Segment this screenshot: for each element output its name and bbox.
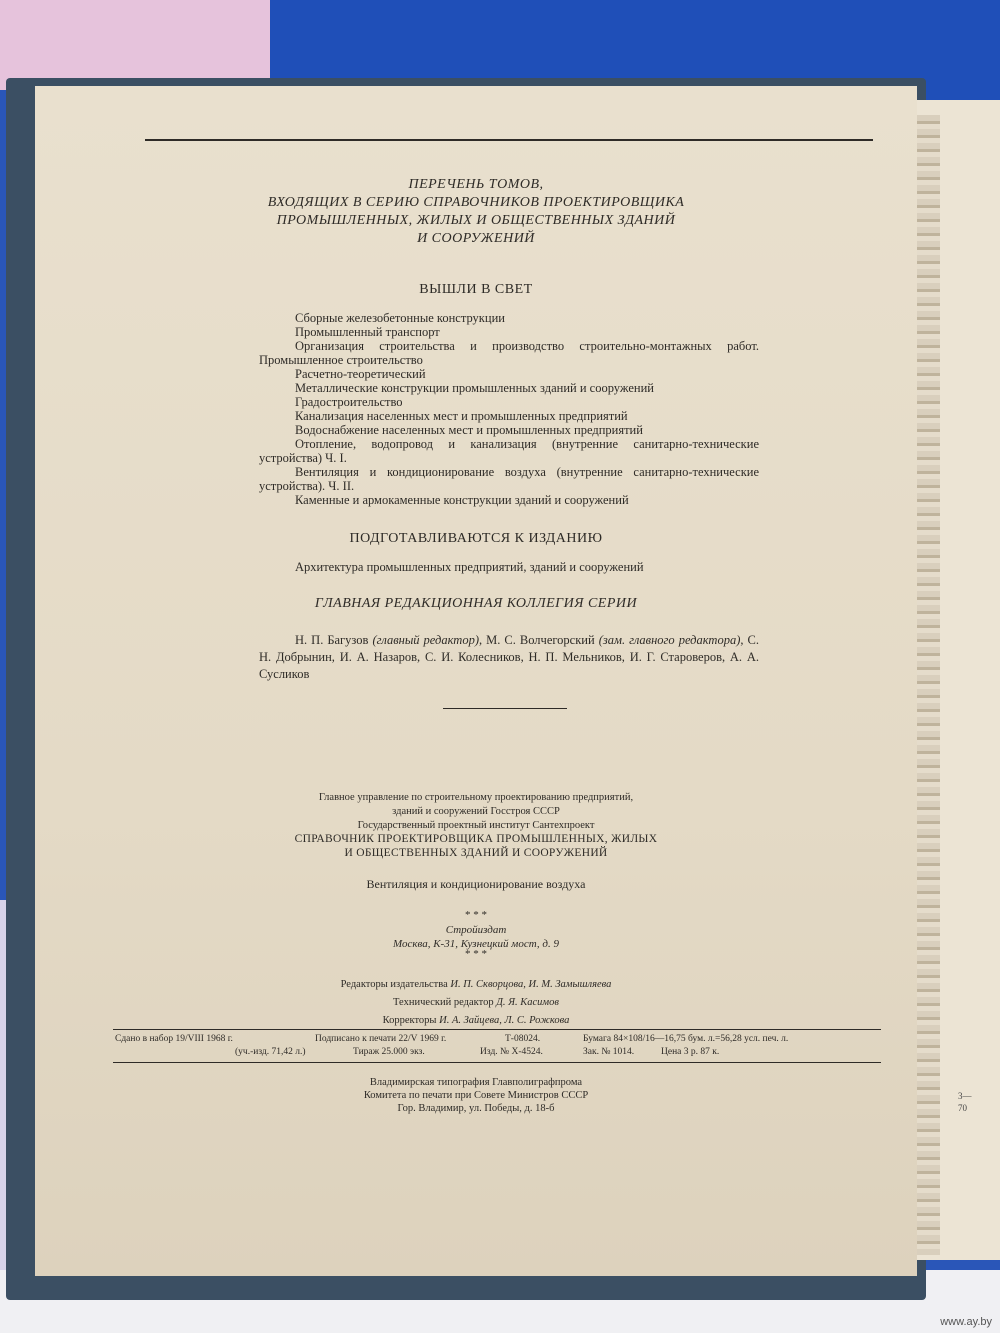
volume-title: Вентиляция и кондиционирование воздуха [366,877,586,891]
divider [443,708,567,709]
list-item: Каменные и армокаменные конструкции зданий и сооружений [295,493,629,507]
list-item: Отопление, водопровод и канализация (внутренние санитарно-технические устройства) Ч. I. [259,437,759,465]
list-item: Вентиляция и кондиционирование воздуха (внутренние санитарно-технические устройства). Ч. II. [259,465,759,493]
book-title: СПРАВОЧНИК ПРОЕКТИРОВЩИКА ПРОМЫШЛЕННЫХ, ЖИЛЫХ И ОБЩЕСТВЕННЫХ ЗДАНИЙ И СООРУЖЕНИЙ [294,833,658,859]
print-paper: Бумага 84×108/16—16,75 бум. л.=56,28 усл. печ. л. [583,1034,789,1044]
publisher: Стройиздат Москва, К-31, Кузнецкий мост, д. 9 [393,924,559,950]
preparing-heading: ПОДГОТАВЛИВАЮТСЯ К ИЗДАНИЮ [349,531,603,546]
divider [113,1029,881,1030]
list-item: Канализация населенных мест и промышленных предприятий [295,409,628,423]
facing-page-fragment: 3— 70 [958,1091,972,1113]
divider [113,1062,881,1063]
print-uch: (уч.-изд. 71,42 л.) [235,1047,306,1057]
top-rule [145,139,873,141]
list-item: Архитектура промышленных предприятий, зданий и сооружений [295,560,644,574]
background-pink [0,0,300,90]
print-tirazh: Тираж 25.000 экз. [353,1047,425,1057]
published-heading: ВЫШЛИ В СВЕТ [419,282,533,297]
series-title: ПЕРЕЧЕНЬ ТОМОВ, ВХОДЯЩИХ В СЕРИЮ СПРАВОЧНИКОВ ПРОЕКТИРОВЩИКА ПРОМЫШЛЕННЫХ, ЖИЛЫХ И ОБЩЕСТВЕННЫХ ЗДАНИЙ И СООРУЖЕНИЙ [267,177,685,246]
print-sent: Сдано в набор 19/VIII 1968 г. [115,1034,233,1044]
list-item: Сборные железобетонные конструкции [295,311,505,325]
print-price: Цена 3 р. 87 к. [661,1047,720,1057]
list-item: Водоснабжение населенных мест и промышленных предприятий [295,423,643,437]
book-page [35,86,917,1276]
print-signed: Подписано к печати 22/V 1969 г. [315,1034,447,1044]
list-item: Градостроительство [295,395,403,409]
list-item: Расчетно-теоретический [295,367,426,381]
published-list [259,311,759,507]
printer-info: Владимирская типография Главполиграфпрома Комитета по печати при Совете Министров СССР Гор. Владимир, ул. Победы, д. 18-б [363,1077,589,1114]
editors-block: Редакторы издательства И. П. Скворцова, И. М. Замышляева Технический редактор Д. Я. Касимов Корректоры И. А. Зайцева, Л. С. Рожкова [340,979,612,1026]
board-members: Н. П. Багузов (главный редактор), М. С. Волчегорский (зам. главного редактора), С. Н. Добрынин, И. А. Назаров, С. И. Колесников, Н. П. Мельников, И. Г. Староверов, А. А. Сусликов [259,633,759,681]
list-item: Металлические конструкции промышленных зданий и сооружений [295,381,654,395]
organization: Главное управление по строительному проектированию предприятий, зданий и сооружений Госстроя СССР Государственный проектный институт Сантехпроект [318,792,634,831]
list-item: Организация строительства и производство строительно-монтажных работ. Промышленное строительство [259,339,759,367]
stars-separator: * * * [465,909,487,921]
print-code: Т-08024. [505,1034,541,1044]
board-heading: ГЛАВНАЯ РЕДАКЦИОННАЯ КОЛЛЕГИЯ СЕРИИ [314,596,638,611]
list-item: Промышленный транспорт [295,325,440,339]
stars-separator: * * * [465,948,487,960]
print-zak: Зак. № 1014. [583,1047,635,1057]
print-izd: Изд. № X-4524. [480,1047,543,1057]
watermark: www.ay.by [940,1316,992,1328]
